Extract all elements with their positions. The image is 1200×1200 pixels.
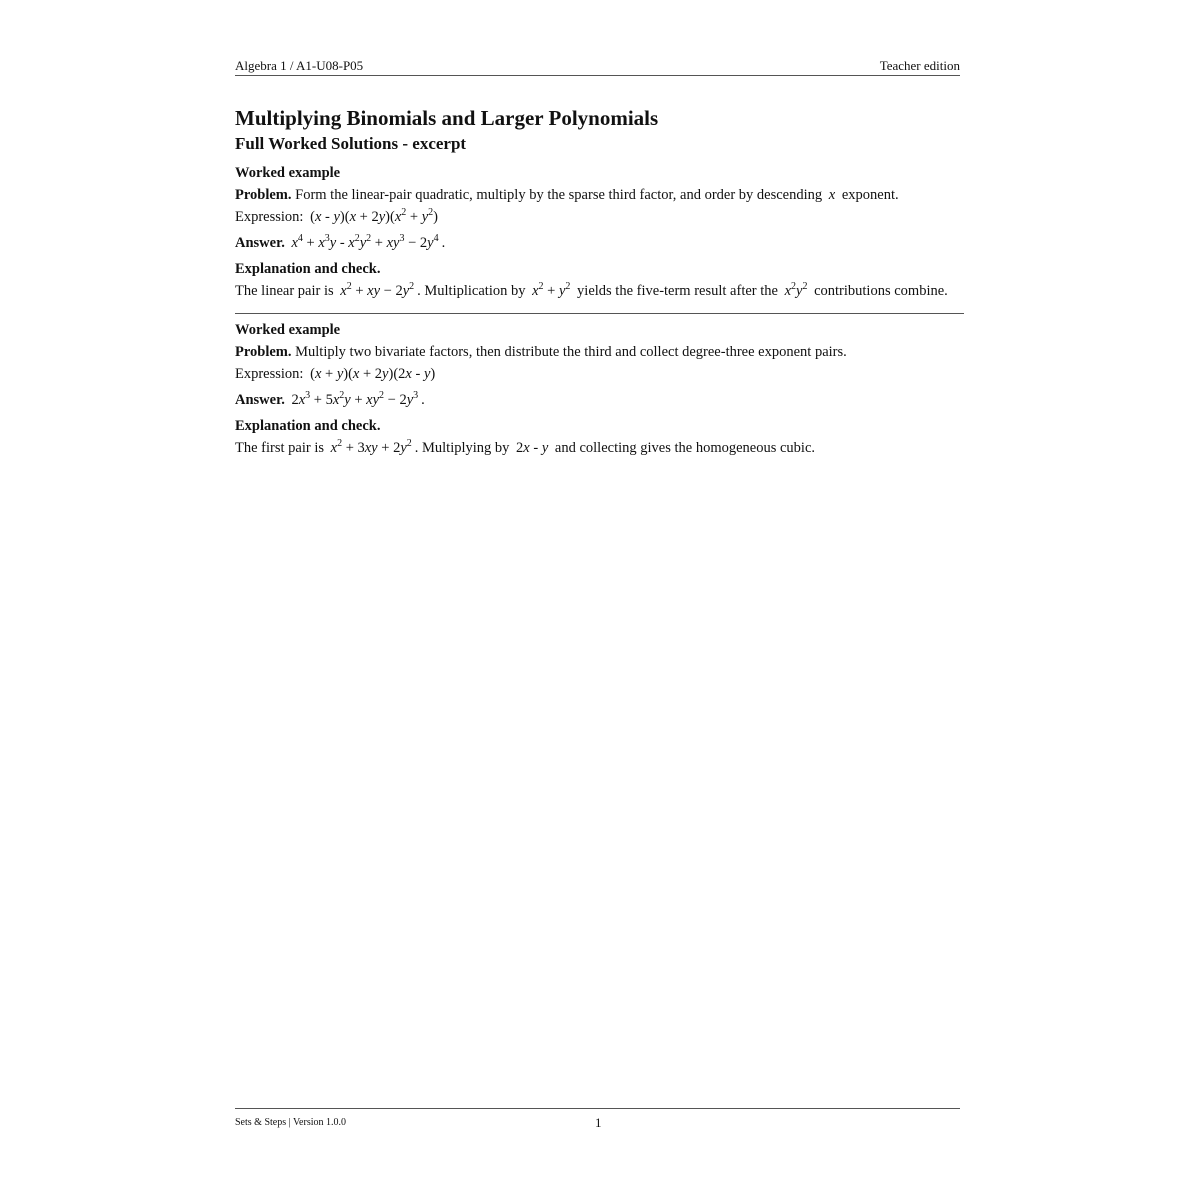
expression-line	[235, 363, 964, 385]
example-heading: Worked example	[235, 322, 341, 338]
expression-label: Expression:	[235, 366, 304, 382]
section-divider	[235, 313, 964, 314]
explanation-part: The linear pair is	[235, 283, 334, 299]
page-title: Multiplying Binomials and Larger Polynomials	[235, 106, 659, 130]
explanation-part: yields the five-term result after the	[577, 283, 778, 299]
worked-example-1	[235, 162, 964, 302]
answer-math: $x^4 + x^3y - x^2y^2 + xy^3 - 2y^4$	[291, 233, 439, 251]
answer-math: $2x^3 + 5x^2y + xy^2 - 2y^3$	[291, 390, 419, 408]
problem-statement	[235, 341, 964, 363]
explanation-math: $x^2y^2$	[784, 281, 808, 299]
explanation-part: . Multiplication by	[417, 283, 526, 299]
answer-label: Answer.	[235, 392, 285, 408]
problem-label: Problem.	[235, 187, 292, 203]
problem-text-end: exponent.	[841, 187, 899, 203]
answer-line: Answer. $x^4 + x^3y - x^2y^2 + xy^3 - 2y^4$ .	[235, 233, 446, 251]
expression-math: (x + y)(x + 2y)(2x - y)	[310, 366, 436, 382]
explanation-text	[235, 437, 964, 459]
footer-version: Sets & Steps | Version 1.0.0	[235, 1117, 346, 1128]
expression-line	[235, 206, 964, 228]
problem-text: Multiply two bivariate factors, then distribute the third and collect degree-three exponent pairs.	[295, 344, 847, 360]
page-subtitle: Full Worked Solutions - excerpt	[235, 134, 467, 153]
document-body	[235, 104, 964, 459]
explanation-text	[235, 280, 964, 302]
explanation-heading: Explanation and check.	[235, 418, 381, 434]
page-header	[235, 58, 960, 76]
problem-label: Problem.	[235, 344, 292, 360]
problem-statement	[235, 184, 964, 206]
explanation-math: $x^2 + 3xy + 2y^2$	[330, 438, 412, 456]
explanation-part: . Multiplying by	[414, 440, 510, 456]
explanation-math: $x^2$ + xy − $2y^2$	[340, 281, 415, 299]
page-footer	[235, 1108, 960, 1139]
answer-label: Answer.	[235, 235, 285, 251]
explanation-heading: Explanation and check.	[235, 261, 381, 277]
explanation-part: contributions combine.	[814, 283, 948, 299]
answer-line: Answer. $2x^3 + 5x^2y + xy^2 - 2y^3$ .	[235, 390, 425, 408]
problem-variable: x	[828, 187, 836, 203]
explanation-part: and collecting gives the homogeneous cubic.	[554, 440, 816, 456]
expression-math: $(x - y)(x + 2y)(x^2 + y^2)$	[310, 207, 438, 225]
explanation-math: 2x - y	[516, 440, 549, 456]
explanation-part: The first pair is	[235, 440, 324, 456]
explanation-math: $x^2 + y^2$	[532, 281, 571, 299]
worked-example-2	[235, 319, 964, 459]
problem-text: Form the linear-pair quadratic, multiply by the sparse third factor, and order by descending	[295, 187, 823, 203]
page-number: 1	[595, 1115, 602, 1130]
example-heading: Worked example	[235, 165, 341, 181]
expression-label: Expression:	[235, 209, 304, 225]
header-course-code: Algebra 1 / A1-U08-P05	[235, 58, 364, 73]
header-edition: Teacher edition	[879, 58, 960, 73]
